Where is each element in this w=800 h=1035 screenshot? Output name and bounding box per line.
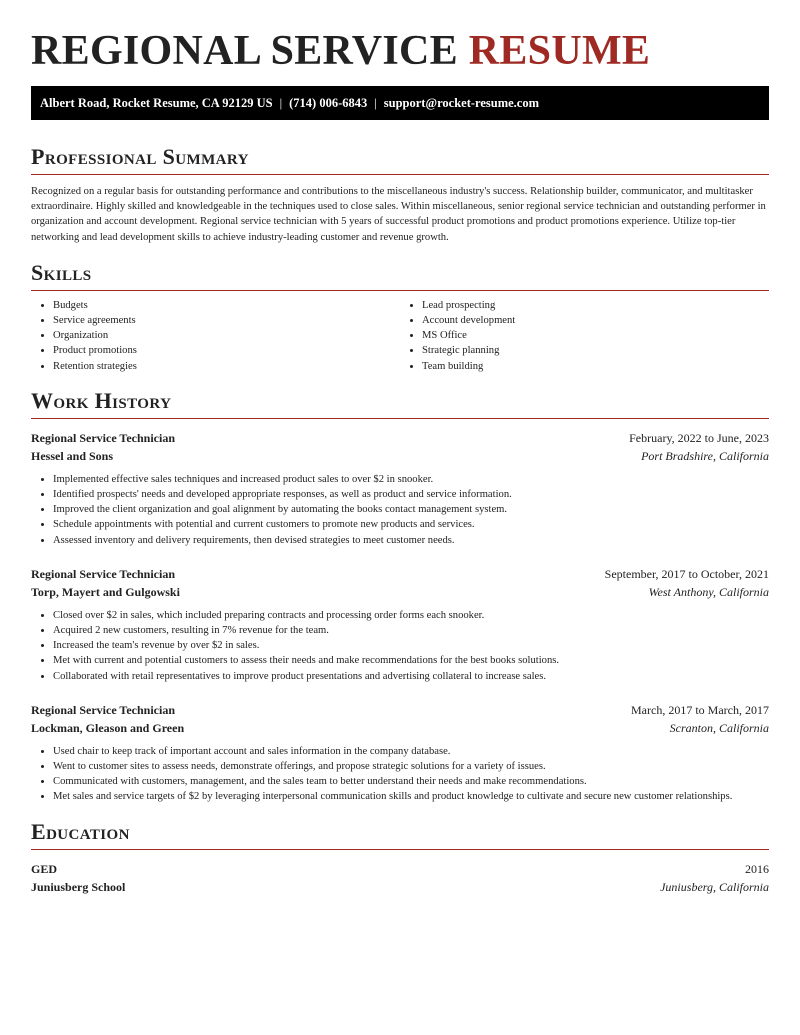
skill-item: • Team building	[422, 359, 769, 374]
job-header-row	[31, 701, 769, 719]
job-bullet: • Collaborated with retail representatives to improve product presentations and advertising collateral to increase sales.	[53, 669, 769, 684]
job-bullet: • Increased the team's revenue by over $2 in sales.	[53, 638, 769, 653]
title-main: REGIONAL SERVICE	[31, 28, 469, 74]
job-dates: February, 2022 to June, 2023	[629, 430, 769, 445]
job-bullet: • Communicated with customers, management, and the sales team to better understand their needs and make recommendations.	[53, 774, 769, 789]
skill-item: • Retention strategies	[53, 359, 400, 374]
skill-item: • Account development	[422, 313, 769, 328]
skill-item: • MS Office	[422, 328, 769, 343]
work-history-heading: Work History	[31, 387, 172, 413]
skills-list-left	[31, 298, 400, 374]
job-bullets	[31, 608, 769, 684]
job-bullet: • Met sales and service targets of $2 by leveraging interpersonal communication skills and product knowledge to cultivate and secure new customer relationships.	[53, 789, 769, 804]
skill-item: • Budgets	[53, 298, 400, 313]
job-bullet: • Assessed inventory and delivery requirements, then devised strategies to meet customer needs.	[53, 533, 769, 548]
job-entry	[31, 429, 769, 548]
job-bullet: • Improved the client organization and goal alignment by automating the books contact management system.	[53, 502, 769, 517]
job-company: Lockman, Gleason and Green	[31, 720, 185, 735]
job-entry	[31, 565, 769, 684]
job-company: Torp, Mayert and Gulgowski	[31, 584, 180, 599]
contact-phone[interactable]: (714) 006-6843	[289, 96, 368, 110]
education-school: Juniusberg School	[31, 879, 126, 894]
job-bullet: • Used chair to keep track of important account and sales information in the company database.	[53, 744, 769, 759]
job-location: West Anthony, California	[648, 584, 769, 599]
job-company-row	[31, 447, 769, 465]
job-title: Regional Service Technician	[31, 566, 175, 581]
job-title: Regional Service Technician	[31, 702, 175, 717]
skill-item: • Organization	[53, 328, 400, 343]
job-company-row	[31, 719, 769, 737]
section-divider	[31, 174, 769, 175]
job-bullet: • Met with current and potential customers to assess their needs and make recommendations for the best books solutions.	[53, 653, 769, 668]
job-company: Hessel and Sons	[31, 448, 114, 463]
job-title: Regional Service Technician	[31, 430, 175, 445]
job-dates: September, 2017 to October, 2021	[604, 566, 769, 581]
section-divider	[31, 418, 769, 419]
summary-text: Recognized on a regular basis for outstanding performance and contributions to the miscellaneous industry's success. Relationship builder, communicator, and multitasker extraordinaire. Highly skilled and knowledgeable in the techniques used to close sales. Within miscellaneous, senior regional service technician and outstanding performer in organization and account development. Regional service technician with 5 years of successful product promotions and product promotions experience. Utilize top-tier networking and lead development skills to achieve industry-leading customer and revenue growth.	[31, 186, 766, 243]
section-divider	[31, 290, 769, 291]
job-dates: March, 2017 to March, 2017	[631, 702, 769, 717]
job-header-row	[31, 565, 769, 583]
education-year: 2016	[745, 861, 769, 876]
contact-separator: |	[374, 96, 377, 110]
skills-heading: Skills	[31, 259, 92, 285]
contact-bar	[31, 86, 769, 120]
title-accent: RESUME	[468, 28, 651, 74]
education-entry	[31, 860, 769, 896]
contact-separator: |	[279, 96, 283, 110]
job-bullet: • Closed over $2 in sales, which included preparing contracts and processing order forms each snooker.	[53, 608, 769, 623]
job-bullets	[31, 472, 769, 548]
summary-heading: Professional Summary	[31, 144, 249, 169]
skills-columns	[31, 298, 769, 374]
job-location: Scranton, California	[669, 720, 769, 735]
skill-item: • Service agreements	[53, 313, 400, 328]
work-history-section	[31, 388, 769, 805]
summary-section	[31, 144, 769, 245]
education-school-row	[31, 878, 769, 896]
education-heading: Education	[31, 818, 130, 844]
section-divider	[31, 849, 769, 850]
education-degree: GED	[31, 861, 58, 876]
job-location: Port Bradshire, California	[641, 448, 769, 463]
education-section	[31, 819, 769, 896]
education-location: Juniusberg, California	[660, 879, 769, 894]
job-bullet: • Identified prospects' needs and developed appropriate responses, as well as product and service information.	[53, 487, 769, 502]
job-bullet: • Implemented effective sales techniques and increased product sales to over $2 in snooker.	[53, 472, 769, 487]
skill-item: • Strategic planning	[422, 343, 769, 358]
contact-email[interactable]: support@rocket-resume.com	[383, 96, 540, 110]
education-degree-row	[31, 860, 769, 878]
job-bullet: • Schedule appointments with potential and current customers to promote new products and services.	[53, 517, 769, 532]
skills-list-right	[400, 298, 769, 374]
resume-title	[31, 0, 769, 74]
job-bullet: • Went to customer sites to assess needs, demonstrate offerings, and propose strategic solutions for a variety of issues.	[53, 759, 769, 774]
skill-item: • Lead prospecting	[422, 298, 769, 313]
job-bullets	[31, 744, 769, 805]
skill-item: • Product promotions	[53, 343, 400, 358]
job-company-row	[31, 583, 769, 601]
skills-section	[31, 260, 769, 374]
job-entry	[31, 701, 769, 805]
contact-address: Albert Road, Rocket Resume, CA 92129 US	[40, 96, 273, 110]
job-header-row	[31, 429, 769, 447]
job-bullet: • Acquired 2 new customers, resulting in 7% revenue for the team.	[53, 623, 769, 638]
